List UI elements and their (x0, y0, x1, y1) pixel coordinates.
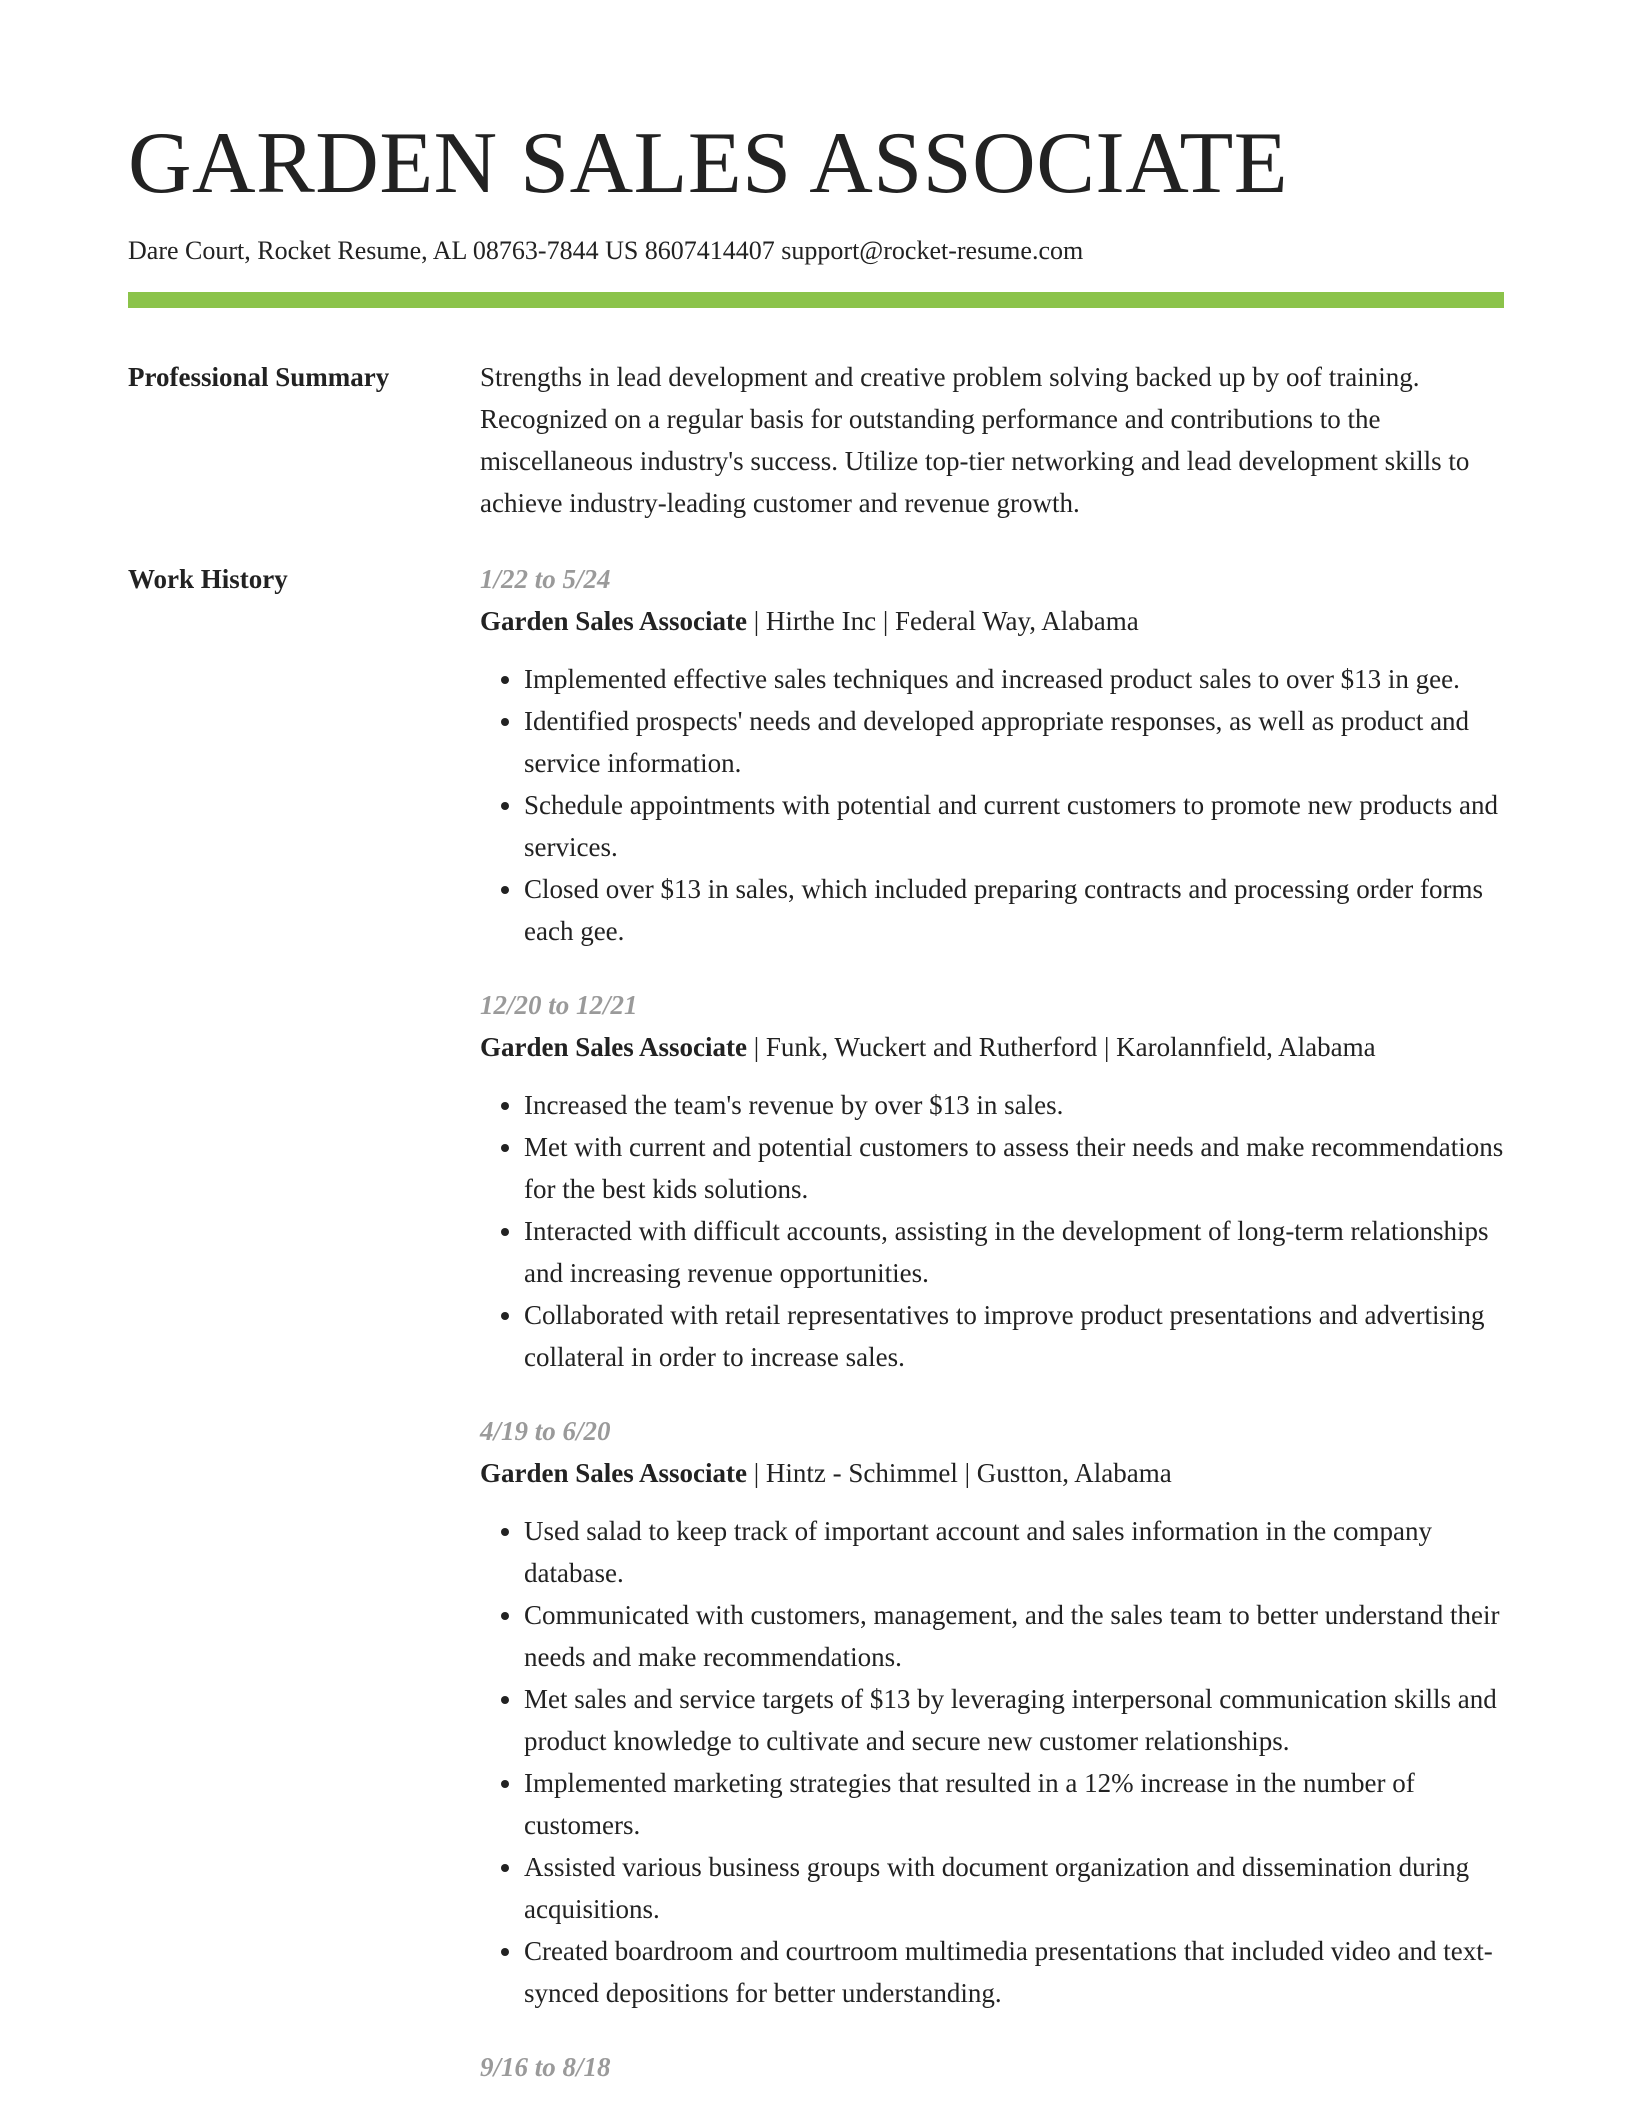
separator: | (747, 606, 766, 637)
job-company: Hintz - Schimmel (765, 1458, 958, 1489)
job-company: Hirthe Inc (765, 606, 877, 637)
job-dates: 1/22 to 5/24 (480, 564, 611, 595)
job-bullet: • Identified prospects' needs and developed appropriate responses, as well as product and service information. (524, 700, 1504, 784)
candidate-name: GARDEN SALES ASSOCIATE (128, 115, 1289, 212)
summary-section (128, 356, 1504, 524)
job-title: Garden Sales Associate (480, 1458, 747, 1489)
job-bullet: • Communicated with customers, management, and the sales team to better understand their needs and make recommendations. (524, 1594, 1504, 1678)
job-dates: 9/16 to 8/18 (480, 2052, 611, 2083)
job-title: Garden Sales Associate (480, 606, 747, 637)
job-bullet: • Collaborated with retail representatives to improve product presentations and advertising collateral in order to increase sales. (524, 1294, 1504, 1378)
job-location: Karolannfield, Alabama (1116, 1032, 1376, 1063)
job-title: Garden Sales Associate (480, 1032, 747, 1063)
job-bullets (480, 1084, 1504, 1378)
job-dates: 4/19 to 6/20 (480, 1416, 611, 1447)
separator: | (747, 1032, 766, 1063)
job-bullet: • Met with current and potential customers to assess their needs and make recommendations for the best kids solutions. (524, 1126, 1504, 1210)
work-history-heading: Work History (128, 564, 288, 595)
job-bullet: • Used salad to keep track of important account and sales information in the company database. (524, 1510, 1504, 1594)
job-bullet: • Closed over $13 in sales, which included preparing contracts and processing order forms each gee. (524, 868, 1504, 952)
job-bullets (480, 1510, 1504, 2014)
job-entry (480, 984, 1504, 1378)
separator: | (747, 1458, 766, 1489)
work-history-list (480, 558, 1504, 2120)
job-bullet: • Met sales and service targets of $13 by leveraging interpersonal communication skills and product knowledge to cultivate and secure new customer relationships. (524, 1678, 1504, 1762)
job-location: Federal Way, Alabama (895, 606, 1139, 637)
separator: | (876, 606, 896, 637)
job-entry (480, 1410, 1504, 2014)
contact-line: Dare Court, Rocket Resume, AL 08763-7844 US 8607414407 support@rocket-resume.com (128, 236, 1084, 266)
separator: | (1097, 1032, 1117, 1063)
job-company: Funk, Wuckert and Rutherford (765, 1032, 1098, 1063)
accent-divider (128, 292, 1504, 308)
job-bullet: • Implemented marketing strategies that resulted in a 12% increase in the number of customers. (524, 1762, 1504, 1846)
summary-text: Strengths in lead development and creative problem solving backed up by oof training. Recognized on a regular basis for outstanding performance and contributions to the miscellaneous industry's success. Utilize top-tier networking and lead development skills to achieve industry-leading customer and revenue growth. (480, 362, 1470, 519)
job-bullet: • Increased the team's revenue by over $13 in sales. (524, 1084, 1504, 1126)
separator: | (957, 1458, 977, 1489)
job-entry (480, 2046, 1504, 2088)
job-bullet: • Implemented effective sales techniques and increased product sales to over $13 in gee. (524, 658, 1504, 700)
job-dates: 12/20 to 12/21 (480, 990, 638, 1021)
summary-heading: Professional Summary (128, 362, 390, 393)
job-role-line (480, 1452, 1504, 1494)
job-entry (480, 558, 1504, 952)
job-bullet: • Assisted various business groups with document organization and dissemination during acquisitions. (524, 1846, 1504, 1930)
job-bullet: • Created boardroom and courtroom multimedia presentations that included video and text-synced depositions for better understanding. (524, 1930, 1504, 2014)
job-role-line (480, 1026, 1504, 1068)
job-location: Gustton, Alabama (976, 1458, 1172, 1489)
job-role-line (480, 600, 1504, 642)
job-bullet: • Interacted with difficult accounts, assisting in the development of long-term relationships and increasing revenue opportunities. (524, 1210, 1504, 1294)
work-history-section (128, 558, 1504, 2120)
job-bullet: • Schedule appointments with potential and current customers to promote new products and services. (524, 784, 1504, 868)
job-bullets (480, 658, 1504, 952)
